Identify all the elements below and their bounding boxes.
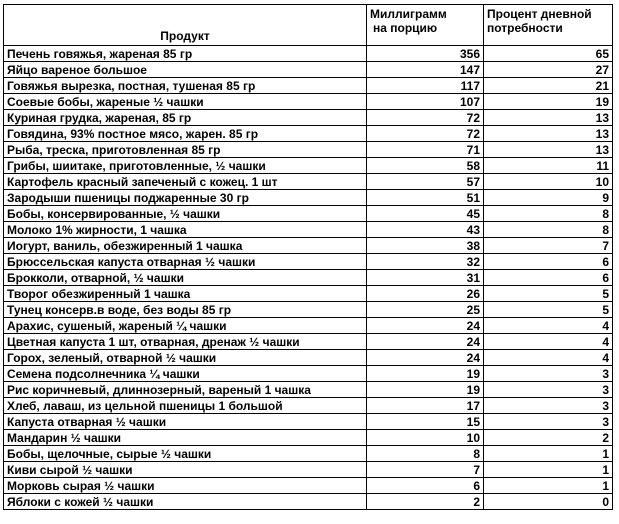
product-cell: Молоко 1% жирности, 1 чашка (4, 222, 367, 238)
mg-cell: 2 (367, 494, 484, 510)
mg-cell: 51 (367, 190, 484, 206)
mg-cell: 15 (367, 414, 484, 430)
mg-cell: 45 (367, 206, 484, 222)
percent-cell: 4 (484, 334, 613, 350)
product-cell: Яйцо вареное большое (4, 62, 367, 78)
product-cell: Бобы, консервированные, ½ чашки (4, 206, 367, 222)
product-cell: Картофель красный запеченый с кожец. 1 шт (4, 174, 367, 190)
percent-cell: 65 (484, 46, 613, 62)
table-row (4, 158, 613, 174)
table-row (4, 270, 613, 286)
table-row (4, 190, 613, 206)
product-cell: Морковь сырая ½ чашки (4, 478, 367, 494)
table-body (4, 46, 613, 510)
product-cell: Хлеб, лаваш, из цельной пшеницы 1 большой (4, 398, 367, 414)
nutrition-table-container (3, 4, 613, 510)
product-cell: Говядина, 93% постное мясо, жарен. 85 гр (4, 126, 367, 142)
product-cell: Брокколи, отварной, ½ чашки (4, 270, 367, 286)
table-row (4, 286, 613, 302)
table-row (4, 302, 613, 318)
table-row (4, 430, 613, 446)
table-row (4, 446, 613, 462)
percent-cell: 3 (484, 366, 613, 382)
mg-cell: 43 (367, 222, 484, 238)
product-cell: Печень говяжья, жареная 85 гр (4, 46, 367, 62)
product-cell: Творог обезжиренный 1 чашка (4, 286, 367, 302)
product-cell: Яблоки с кожей ½ чашки (4, 494, 367, 510)
mg-cell: 32 (367, 254, 484, 270)
table-row (4, 318, 613, 334)
percent-cell: 13 (484, 126, 613, 142)
mg-cell: 8 (367, 446, 484, 462)
mg-cell: 10 (367, 430, 484, 446)
percent-cell: 3 (484, 414, 613, 430)
mg-cell: 71 (367, 142, 484, 158)
header-product: Продукт (4, 5, 367, 46)
percent-cell: 11 (484, 158, 613, 174)
mg-cell: 26 (367, 286, 484, 302)
mg-cell: 24 (367, 318, 484, 334)
product-cell: Соевые бобы, жареные ½ чашки (4, 94, 367, 110)
product-cell: Куриная грудка, жареная, 85 гр (4, 110, 367, 126)
product-cell: Цветная капуста 1 шт, отварная, дренаж ½ чашки (4, 334, 367, 350)
percent-cell: 4 (484, 318, 613, 334)
nutrition-table (3, 4, 613, 510)
mg-cell: 356 (367, 46, 484, 62)
percent-cell: 1 (484, 478, 613, 494)
percent-cell: 7 (484, 238, 613, 254)
table-row (4, 46, 613, 62)
mg-cell: 17 (367, 398, 484, 414)
mg-cell: 19 (367, 366, 484, 382)
table-row (4, 94, 613, 110)
percent-cell: 6 (484, 254, 613, 270)
mg-cell: 72 (367, 110, 484, 126)
product-cell: Тунец консерв.в воде, без воды 85 гр (4, 302, 367, 318)
mg-cell: 117 (367, 78, 484, 94)
percent-cell: 5 (484, 286, 613, 302)
table-row (4, 238, 613, 254)
table-row (4, 254, 613, 270)
table-row (4, 334, 613, 350)
mg-cell: 58 (367, 158, 484, 174)
percent-cell: 3 (484, 382, 613, 398)
product-cell: Иогурт, ваниль, обезжиренный 1 чашка (4, 238, 367, 254)
product-cell: Зародыши пшеницы поджаренные 30 гр (4, 190, 367, 206)
table-row (4, 142, 613, 158)
mg-cell: 31 (367, 270, 484, 286)
percent-cell: 6 (484, 270, 613, 286)
mg-cell: 24 (367, 350, 484, 366)
table-row (4, 414, 613, 430)
product-cell: Бобы, щелочные, сырые ½ чашки (4, 446, 367, 462)
table-row (4, 478, 613, 494)
table-row (4, 398, 613, 414)
product-cell: Брюссельская капуста отварная ½ чашки (4, 254, 367, 270)
header-mg-line1: Миллиграмм (370, 7, 447, 21)
mg-cell: 107 (367, 94, 484, 110)
product-cell: Горох, зеленый, отварной ½ чашки (4, 350, 367, 366)
mg-cell: 38 (367, 238, 484, 254)
percent-cell: 8 (484, 206, 613, 222)
percent-cell: 2 (484, 430, 613, 446)
header-mg-line2: на порцию (373, 21, 438, 35)
percent-cell: 8 (484, 222, 613, 238)
table-row (4, 110, 613, 126)
header-pct-line1: Процент дневной (487, 7, 592, 21)
table-row (4, 62, 613, 78)
product-cell: Мандарин ½ чашки (4, 430, 367, 446)
percent-cell: 13 (484, 142, 613, 158)
percent-cell: 0 (484, 494, 613, 510)
table-header-row (4, 5, 613, 46)
table-row (4, 222, 613, 238)
percent-cell: 21 (484, 78, 613, 94)
mg-cell: 24 (367, 334, 484, 350)
mg-cell: 19 (367, 382, 484, 398)
percent-cell: 13 (484, 110, 613, 126)
header-pct-line2: потребности (487, 21, 563, 35)
product-cell: Рыба, треска, приготовленная 85 гр (4, 142, 367, 158)
mg-cell: 57 (367, 174, 484, 190)
percent-cell: 4 (484, 350, 613, 366)
percent-cell: 1 (484, 462, 613, 478)
mg-cell: 147 (367, 62, 484, 78)
table-row (4, 174, 613, 190)
percent-cell: 9 (484, 190, 613, 206)
product-cell: Киви сырой ½ чашки (4, 462, 367, 478)
header-daily-percent (484, 5, 613, 46)
table-row (4, 494, 613, 510)
table-row (4, 126, 613, 142)
mg-cell: 6 (367, 478, 484, 494)
mg-cell: 25 (367, 302, 484, 318)
product-cell: Арахис, сушеный, жареный ¼ чашки (4, 318, 367, 334)
table-row (4, 78, 613, 94)
mg-cell: 7 (367, 462, 484, 478)
table-row (4, 206, 613, 222)
percent-cell: 5 (484, 302, 613, 318)
table-row (4, 382, 613, 398)
percent-cell: 3 (484, 398, 613, 414)
table-row (4, 462, 613, 478)
product-cell: Рис коричневый, длиннозерный, вареный 1 чашка (4, 382, 367, 398)
table-row (4, 350, 613, 366)
product-cell: Грибы, шиитаке, приготовленные, ½ чашки (4, 158, 367, 174)
mg-cell: 72 (367, 126, 484, 142)
product-cell: Семена подсолнечника ¼ чашки (4, 366, 367, 382)
percent-cell: 27 (484, 62, 613, 78)
percent-cell: 1 (484, 446, 613, 462)
header-mg-per-serving (367, 5, 484, 46)
percent-cell: 19 (484, 94, 613, 110)
product-cell: Капуста отварная ½ чашки (4, 414, 367, 430)
table-row (4, 366, 613, 382)
percent-cell: 10 (484, 174, 613, 190)
product-cell: Говяжья вырезка, постная, тушеная 85 гр (4, 78, 367, 94)
